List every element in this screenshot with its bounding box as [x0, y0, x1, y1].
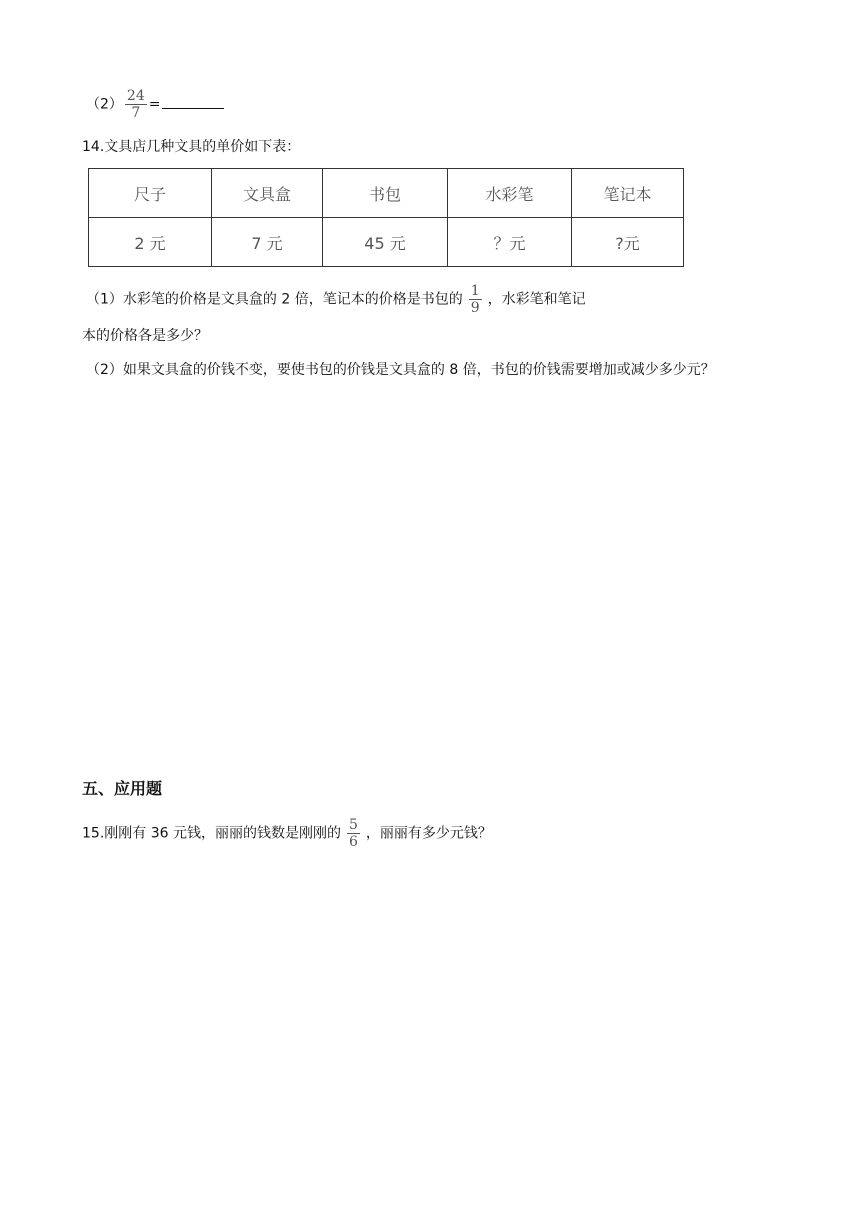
fraction-numerator: 1 — [470, 283, 480, 299]
q14-part1-line1 — [86, 284, 586, 315]
q14-title: 14.文具店几种文具的单价如下表： — [82, 139, 301, 155]
price-table — [88, 168, 684, 267]
table-cell-item: 书包 — [323, 169, 448, 218]
fraction-denominator: 9 — [470, 300, 480, 316]
fraction-numerator: 5 — [348, 817, 358, 833]
section-heading: 五、应用题 — [82, 779, 163, 798]
q15 — [82, 818, 492, 849]
answer-blank[interactable] — [162, 94, 224, 109]
q13-part2 — [86, 89, 224, 120]
q15-text-before: 15.刚刚有 36 元钱，丽丽的钱数是刚刚的 — [82, 825, 341, 842]
table-cell-item: 文具盒 — [212, 169, 323, 218]
table-cell-price: ？元 — [448, 218, 572, 267]
q14-part1-text-before: （1）水彩笔的价格是文具盒的 2 倍，笔记本的价格是书包的 — [86, 291, 463, 308]
table-row-prices — [89, 218, 684, 267]
table-cell-price: 7 元 — [212, 218, 323, 267]
q13-part2-label: （2） — [86, 96, 123, 113]
table-cell-price: ?元 — [572, 218, 684, 267]
table-cell-item: 尺子 — [89, 169, 212, 218]
table-cell-item: 水彩笔 — [448, 169, 572, 218]
table-cell-price: 45 元 — [323, 218, 448, 267]
fraction-1-9 — [469, 284, 482, 315]
q14-part2: （2）如果文具盒的价钱不变，要使书包的价钱是文具盒的 8 倍，书包的价钱需要增加或减少多少元？ — [86, 362, 715, 378]
fraction-numerator: 24 — [126, 88, 145, 104]
fraction-5-6 — [347, 818, 360, 849]
q15-text-after: ，丽丽有多少元钱？ — [365, 825, 492, 842]
fraction-denominator: 6 — [348, 834, 358, 850]
table-cell-item: 笔记本 — [572, 169, 684, 218]
fraction-24-7 — [125, 89, 147, 120]
q14-part1-text-after: ，水彩笔和笔记 — [487, 291, 586, 308]
q14-part1-line2: 本的价格各是多少？ — [82, 328, 208, 344]
fraction-denominator: 7 — [131, 105, 141, 121]
table-cell-price: 2 元 — [89, 218, 212, 267]
table-row-items — [89, 169, 684, 218]
equals-sign: = — [148, 96, 161, 113]
